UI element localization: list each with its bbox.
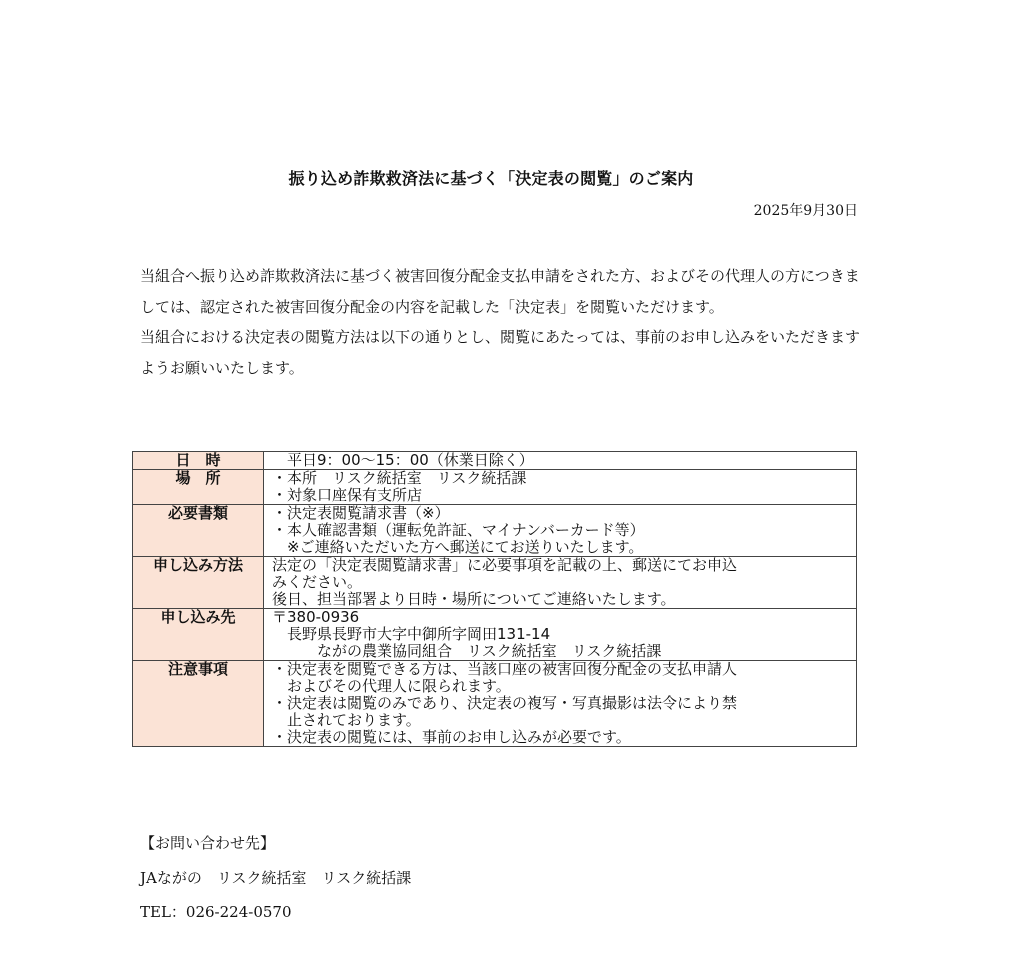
contact-tel: TEL：026-224-0570 xyxy=(140,903,292,921)
row-value-line: およびその代理人に限られます。 xyxy=(272,677,511,695)
table-row xyxy=(133,661,857,747)
table-row xyxy=(133,505,857,557)
table-row xyxy=(133,609,857,661)
row-value-line: 止されております。 xyxy=(272,711,421,729)
row-value xyxy=(264,470,857,505)
row-label: 申し込み方法 xyxy=(133,557,264,609)
intro-paragraph-2: 当組合における決定表の閲覧方法は以下の通りとし、閲覧にあたっては、事前のお申し込みをいただきますようお願いいたします。 xyxy=(140,328,861,377)
document-date: 2025年9月30日 xyxy=(753,203,858,219)
contact-org: JAながの リスク統括室 リスク統括課 xyxy=(140,868,412,887)
table-row xyxy=(133,470,857,505)
info-table xyxy=(132,451,857,747)
row-value-line: 法定の「決定表閲覧請求書」に必要事項を記載の上、郵送にてお申込 xyxy=(272,556,738,574)
row-value xyxy=(264,609,857,661)
row-label: 場 所 xyxy=(133,470,264,505)
row-value xyxy=(264,452,857,470)
row-value xyxy=(264,557,857,609)
row-value-line: ※ご連絡いただいた方へ郵送にてお送りいたします。 xyxy=(272,538,644,556)
row-label: 必要書類 xyxy=(133,505,264,557)
row-value-line: ・本人確認書類（運転免許証、マイナンバーカード等） xyxy=(272,521,645,539)
row-value-line: ・本所 リスク統括室 リスク統括課 xyxy=(272,469,527,487)
row-value-line: 長野県長野市大字中御所字岡田131-14 xyxy=(272,625,551,643)
row-value-line: ・決定表閲覧請求書（※） xyxy=(272,504,450,522)
table-row xyxy=(133,452,857,470)
table-row xyxy=(133,557,857,609)
row-value xyxy=(264,661,857,747)
contact-section xyxy=(140,826,411,930)
row-value-line: みください。 xyxy=(272,573,363,591)
row-value-line: ・決定表を閲覧できる方は、当該口座の被害回復分配金の支払申請人 xyxy=(272,660,738,678)
row-value-line: ながの農業協同組合 リスク統括室 リスク統括課 xyxy=(272,642,662,660)
intro-paragraph-1: 当組合へ振り込め詐欺救済法に基づく被害回復分配金支払申請をされた方、およびその代理人の方につきましては、認定された被害回復分配金の内容を記載した「決定表」を閲覧いただけます。 xyxy=(140,267,860,316)
intro-text xyxy=(140,261,870,383)
row-value-line: ・決定表は閲覧のみであり、決定表の複写・写真撮影は法令により禁 xyxy=(272,694,738,712)
row-value-line: 後日、担当部署より日時・場所についてご連絡いたします。 xyxy=(272,590,676,608)
row-value-line: ・対象口座保有支所店 xyxy=(272,486,423,504)
row-value xyxy=(264,505,857,557)
row-label: 注意事項 xyxy=(133,661,264,747)
row-value-line: 〒380-0936 xyxy=(272,608,360,626)
page-title: 振り込め詐欺救済法に基づく「決定表の閲覧」のご案内 xyxy=(288,169,694,188)
row-value-line: 平日9：00～15：00（休業日除く） xyxy=(272,451,534,469)
contact-heading: 【お問い合わせ先】 xyxy=(140,834,276,852)
row-value-line: ・決定表の閲覧には、事前のお申し込みが必要です。 xyxy=(272,728,631,746)
row-label: 日 時 xyxy=(133,452,264,470)
row-label: 申し込み先 xyxy=(133,609,264,661)
